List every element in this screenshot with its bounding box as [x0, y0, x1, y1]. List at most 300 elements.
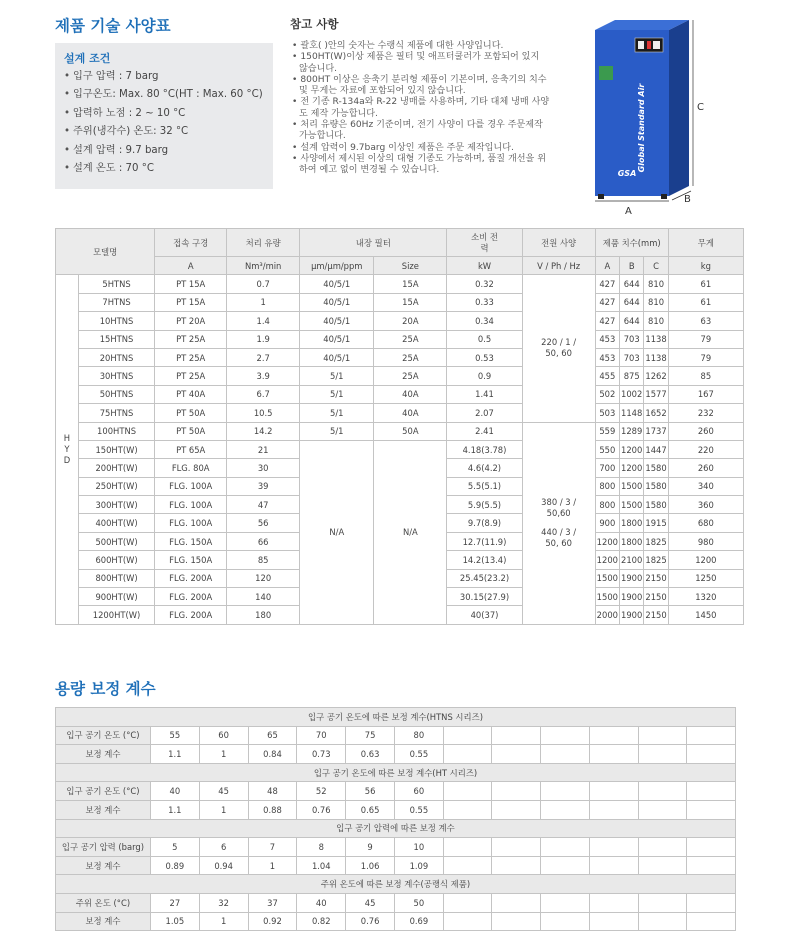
- elec-spec-text: 220 / 1 / 50, 60: [541, 337, 577, 359]
- cell-weight: 1450: [668, 606, 743, 624]
- cell-weight: 1200: [668, 551, 743, 569]
- cell-model: 800HT(W): [78, 569, 154, 587]
- cell-model: 5HTNS: [78, 275, 154, 293]
- cell-model: 250HT(W): [78, 477, 154, 495]
- cell-filter-size: 25A: [374, 348, 447, 366]
- cell-dim-b: 1500: [620, 496, 644, 514]
- correction-empty-cell: [589, 800, 638, 819]
- correction-group-header-row: [56, 875, 736, 894]
- cell-dim-a: 550: [595, 440, 619, 458]
- cell-model: 900HT(W): [78, 588, 154, 606]
- cell-weight: 220: [668, 440, 743, 458]
- correction-cell: 40: [150, 782, 199, 801]
- cell-model: 7HTNS: [78, 293, 154, 311]
- correction-cell: 48: [248, 782, 297, 801]
- correction-group-header: 입구 공기 온도에 따른 보정 계수(HT 시리즈): [56, 763, 736, 782]
- condition-item: • 설계 압력 : 9.7 barg: [64, 142, 264, 160]
- cell-conn: PT 20A: [155, 312, 227, 330]
- cell-dim-c: 1580: [644, 477, 668, 495]
- cell-flow: 56: [227, 514, 300, 532]
- cell-dim-b: 1800: [620, 532, 644, 550]
- condition-item: • 입구 압력 : 7 barg: [64, 68, 264, 86]
- correction-cell: 60: [199, 726, 248, 745]
- correction-cell: 75: [346, 726, 395, 745]
- cell-power: 0.33: [447, 293, 522, 311]
- cell-filter-size: 25A: [374, 367, 447, 385]
- correction-empty-cell: [443, 893, 492, 912]
- correction-row-label: 입구 공기 온도 (°C): [56, 782, 151, 801]
- correction-cell: 80: [394, 726, 443, 745]
- header-model: 모델명: [56, 229, 155, 275]
- correction-row-label: 보정 계수: [56, 912, 151, 931]
- cell-power: 2.07: [447, 404, 522, 422]
- correction-empty-cell: [687, 838, 736, 857]
- correction-cell: 45: [346, 893, 395, 912]
- correction-row-label: 보정 계수: [56, 745, 151, 764]
- cell-model: 1200HT(W): [78, 606, 154, 624]
- correction-empty-cell: [443, 726, 492, 745]
- cell-dim-b: 644: [620, 312, 644, 330]
- cell-filter-micron: 5/1: [300, 385, 374, 403]
- table-row: [56, 893, 736, 912]
- correction-empty-cell: [443, 912, 492, 931]
- unit-weight: kg: [668, 257, 743, 275]
- correction-cell: 1.1: [150, 745, 199, 764]
- cell-dim-b: 1900: [620, 606, 644, 624]
- cell-conn: PT 25A: [155, 348, 227, 366]
- correction-empty-cell: [589, 838, 638, 857]
- cell-model: 75HTNS: [78, 404, 154, 422]
- cell-flow: 1: [227, 293, 300, 311]
- cell-dim-c: 1138: [644, 348, 668, 366]
- certification-badge-icon: [599, 66, 613, 80]
- dimension-a-label: A: [625, 206, 632, 217]
- correction-empty-cell: [638, 856, 687, 875]
- correction-empty-cell: [541, 856, 590, 875]
- correction-empty-cell: [443, 745, 492, 764]
- correction-row-label: 보정 계수: [56, 800, 151, 819]
- correction-cell: 0.82: [297, 912, 346, 931]
- cell-power: 0.53: [447, 348, 522, 366]
- cell-conn: PT 50A: [155, 404, 227, 422]
- correction-empty-cell: [638, 800, 687, 819]
- cell-dim-a: 453: [595, 330, 619, 348]
- cell-dim-a: 427: [595, 312, 619, 330]
- cell-conn: PT 15A: [155, 293, 227, 311]
- reference-item: • 설계 압력이 9.7barg 이상인 제품은 주문 제작입니다.: [290, 143, 550, 154]
- cell-power: 5.9(5.5): [447, 496, 522, 514]
- condition-item: • 입구온도: Max. 80 °C(HT : Max. 60 °C): [64, 86, 264, 104]
- machine-side-face: [669, 20, 689, 196]
- correction-cell: 0.94: [199, 856, 248, 875]
- correction-empty-cell: [541, 893, 590, 912]
- header-weight: 무게: [668, 229, 743, 257]
- cell-power: 2.41: [447, 422, 522, 440]
- correction-empty-cell: [687, 912, 736, 931]
- correction-empty-cell: [443, 782, 492, 801]
- cell-dim-c: 1737: [644, 422, 668, 440]
- cell-dim-c: 1138: [644, 330, 668, 348]
- cell-dim-c: 1825: [644, 551, 668, 569]
- cell-conn: PT 25A: [155, 367, 227, 385]
- cell-conn: FLG. 100A: [155, 496, 227, 514]
- correction-empty-cell: [638, 893, 687, 912]
- correction-empty-cell: [492, 893, 541, 912]
- dimension-c-label: C: [697, 102, 704, 113]
- cell-power: 14.2(13.4): [447, 551, 522, 569]
- elec-spec-text: 380 / 3 / 50,60: [541, 497, 577, 519]
- correction-empty-cell: [541, 800, 590, 819]
- correction-empty-cell: [492, 800, 541, 819]
- correction-cell: 1: [199, 912, 248, 931]
- cell-dim-b: 1800: [620, 514, 644, 532]
- correction-group-header: 입구 공기 압력에 따른 보정 계수: [56, 819, 736, 838]
- cell-weight: 340: [668, 477, 743, 495]
- cell-filter-micron: 5/1: [300, 404, 374, 422]
- cell-power: 40(37): [447, 606, 522, 624]
- cell-conn: FLG. 200A: [155, 569, 227, 587]
- cell-dim-b: 703: [620, 348, 644, 366]
- cell-dim-b: 1002: [620, 385, 644, 403]
- cell-model: 400HT(W): [78, 514, 154, 532]
- cell-weight: 360: [668, 496, 743, 514]
- cell-filter-micron: 40/5/1: [300, 348, 374, 366]
- correction-empty-cell: [492, 856, 541, 875]
- cell-filter-micron: 5/1: [300, 422, 374, 440]
- correction-table: [55, 707, 736, 931]
- table-row: [56, 856, 736, 875]
- unit-filter-micron: μm/μm/ppm: [300, 257, 374, 275]
- correction-cell: 9: [346, 838, 395, 857]
- cell-flow: 0.7: [227, 275, 300, 293]
- correction-empty-cell: [492, 782, 541, 801]
- cell-power: 4.6(4.2): [447, 459, 522, 477]
- correction-cell: 0.73: [297, 745, 346, 764]
- table-row: [56, 800, 736, 819]
- cell-weight: 260: [668, 459, 743, 477]
- cell-dim-b: 644: [620, 275, 644, 293]
- cell-model: 15HTNS: [78, 330, 154, 348]
- table-row: [56, 440, 744, 458]
- cell-dim-c: 1652: [644, 404, 668, 422]
- header-conn: 접속 구경: [155, 229, 227, 257]
- correction-empty-cell: [687, 893, 736, 912]
- cell-flow: 1.9: [227, 330, 300, 348]
- table-row: [56, 745, 736, 764]
- cell-filter-micron: N/A: [300, 440, 374, 624]
- correction-cell: 1.04: [297, 856, 346, 875]
- cell-power: 30.15(27.9): [447, 588, 522, 606]
- correction-empty-cell: [443, 800, 492, 819]
- machine-foot: [598, 194, 604, 199]
- reference-title: 참고 사항: [290, 17, 339, 31]
- cell-flow: 47: [227, 496, 300, 514]
- cell-power: 25.45(23.2): [447, 569, 522, 587]
- machine-foot: [661, 194, 667, 199]
- correction-empty-cell: [492, 838, 541, 857]
- correction-cell: 32: [199, 893, 248, 912]
- cell-power: 0.5: [447, 330, 522, 348]
- correction-cell: 70: [297, 726, 346, 745]
- air-dryer-product-image: [585, 18, 715, 218]
- cell-power: 5.5(5.1): [447, 477, 522, 495]
- cell-power: 0.32: [447, 275, 522, 293]
- cell-dim-c: 1825: [644, 532, 668, 550]
- correction-cell: 1.09: [394, 856, 443, 875]
- correction-cell: 0.69: [394, 912, 443, 931]
- cell-filter-size: 25A: [374, 330, 447, 348]
- correction-empty-cell: [589, 912, 638, 931]
- correction-cell: 40: [297, 893, 346, 912]
- correction-empty-cell: [541, 745, 590, 764]
- cell-dim-c: 1580: [644, 496, 668, 514]
- correction-empty-cell: [492, 726, 541, 745]
- table-row: [56, 275, 744, 293]
- cell-flow: 39: [227, 477, 300, 495]
- reference-item: • 사양에서 제시된 이상의 대형 기종도 가능하며, 품질 개선을 위하여 예고 없이 변경될 수 있습니다.: [290, 154, 550, 177]
- table-row: [56, 348, 744, 366]
- correction-empty-cell: [687, 856, 736, 875]
- cell-dim-a: 700: [595, 459, 619, 477]
- correction-cell: 1.06: [346, 856, 395, 875]
- table-row: [56, 330, 744, 348]
- cell-dim-a: 1200: [595, 551, 619, 569]
- cell-conn: FLG. 80A: [155, 459, 227, 477]
- cell-dim-a: 453: [595, 348, 619, 366]
- cell-dim-c: 1915: [644, 514, 668, 532]
- spec-title: 제품 기술 사양표: [55, 17, 171, 35]
- gsa-logo: GSA: [617, 169, 637, 178]
- correction-table-body: [56, 708, 736, 931]
- correction-empty-cell: [589, 856, 638, 875]
- table-row: [56, 293, 744, 311]
- correction-cell: 0.55: [394, 745, 443, 764]
- cell-filter-micron: 40/5/1: [300, 275, 374, 293]
- display-icon: [638, 41, 644, 49]
- correction-cell: 37: [248, 893, 297, 912]
- header-power: 소비 전력: [447, 229, 522, 257]
- correction-cell: 10: [394, 838, 443, 857]
- reference-item: • 150HT(W)이상 제품은 필터 및 애프터쿨러가 포함되어 있지 않습니다.: [290, 52, 550, 75]
- cell-filter-micron: 40/5/1: [300, 293, 374, 311]
- cell-dim-b: 875: [620, 367, 644, 385]
- header-flow: 처리 유량: [227, 229, 300, 257]
- correction-empty-cell: [638, 838, 687, 857]
- correction-cell: 7: [248, 838, 297, 857]
- correction-cell: 60: [394, 782, 443, 801]
- cell-dim-b: 1200: [620, 440, 644, 458]
- unit-dim-c: C: [644, 257, 668, 275]
- correction-group-header: 주위 온도에 따른 보정 계수(공랭식 제품): [56, 875, 736, 894]
- unit-filter-size: Size: [374, 257, 447, 275]
- cell-filter-micron: 5/1: [300, 367, 374, 385]
- unit-elec: V / Ph / Hz: [522, 257, 595, 275]
- cell-conn: FLG. 200A: [155, 588, 227, 606]
- correction-cell: 45: [199, 782, 248, 801]
- table-row: [56, 312, 744, 330]
- correction-cell: 0.65: [346, 800, 395, 819]
- correction-empty-cell: [443, 856, 492, 875]
- cell-model: 600HT(W): [78, 551, 154, 569]
- correction-empty-cell: [638, 912, 687, 931]
- correction-empty-cell: [492, 745, 541, 764]
- cell-model: 500HT(W): [78, 532, 154, 550]
- cell-model: 100HTNS: [78, 422, 154, 440]
- cell-dim-c: 1447: [644, 440, 668, 458]
- cell-weight: 980: [668, 532, 743, 550]
- cell-flow: 85: [227, 551, 300, 569]
- cell-weight: 63: [668, 312, 743, 330]
- cell-conn: FLG. 150A: [155, 551, 227, 569]
- cell-dim-b: 1900: [620, 588, 644, 606]
- brand-label: Global Standard Air: [637, 83, 646, 173]
- spec-table-body: [56, 275, 744, 624]
- correction-empty-cell: [638, 745, 687, 764]
- cell-conn: PT 65A: [155, 440, 227, 458]
- correction-group-header-row: [56, 763, 736, 782]
- cell-weight: 167: [668, 385, 743, 403]
- spec-table: [55, 228, 744, 625]
- cell-conn: FLG. 150A: [155, 532, 227, 550]
- cell-filter-size: N/A: [374, 440, 447, 624]
- cell-dim-a: 503: [595, 404, 619, 422]
- cell-weight: 1250: [668, 569, 743, 587]
- correction-row-label: 입구 공기 온도 (°C): [56, 726, 151, 745]
- correction-row-label: 보정 계수: [56, 856, 151, 875]
- cell-dim-c: 2150: [644, 588, 668, 606]
- reference-list: [290, 41, 550, 177]
- cell-flow: 120: [227, 569, 300, 587]
- correction-cell: 0.55: [394, 800, 443, 819]
- correction-cell: 50: [394, 893, 443, 912]
- cell-dim-c: 1577: [644, 385, 668, 403]
- correction-row-label: 주위 온도 (°C): [56, 893, 151, 912]
- cell-dim-a: 1500: [595, 588, 619, 606]
- correction-cell: 0.88: [248, 800, 297, 819]
- correction-group-header: 입구 공기 온도에 따른 보정 계수(HTNS 시리즈): [56, 708, 736, 727]
- cell-dim-b: 1289: [620, 422, 644, 440]
- correction-empty-cell: [541, 726, 590, 745]
- cell-dim-a: 502: [595, 385, 619, 403]
- cell-weight: 79: [668, 330, 743, 348]
- correction-cell: 0.63: [346, 745, 395, 764]
- cell-conn: FLG. 100A: [155, 477, 227, 495]
- cell-dim-a: 559: [595, 422, 619, 440]
- correction-cell: 1: [199, 800, 248, 819]
- cell-conn: PT 15A: [155, 275, 227, 293]
- cell-dim-c: 2150: [644, 606, 668, 624]
- correction-cell: 1: [248, 856, 297, 875]
- cell-dim-a: 1500: [595, 569, 619, 587]
- cell-model: 150HT(W): [78, 440, 154, 458]
- cell-weight: 680: [668, 514, 743, 532]
- cell-filter-size: 50A: [374, 422, 447, 440]
- correction-group-header-row: [56, 708, 736, 727]
- table-row: [56, 782, 736, 801]
- correction-cell: 0.84: [248, 745, 297, 764]
- condition-item: • 주위(냉각수) 온도: 32 °C: [64, 123, 264, 141]
- correction-empty-cell: [443, 838, 492, 857]
- cell-dim-a: 900: [595, 514, 619, 532]
- unit-dim-a: A: [595, 257, 619, 275]
- cell-dim-c: 2150: [644, 569, 668, 587]
- cell-dim-b: 1900: [620, 569, 644, 587]
- switch-icon: [653, 41, 660, 49]
- cell-conn: PT 25A: [155, 330, 227, 348]
- correction-row-label: 입구 공기 압력 (barg): [56, 838, 151, 857]
- cell-dim-a: 427: [595, 275, 619, 293]
- cell-weight: 260: [668, 422, 743, 440]
- correction-cell: 1.1: [150, 800, 199, 819]
- reference-item: • 처리 유량은 60Hz 기준이며, 전기 사양이 다를 경우 주문제작 가능합니다.: [290, 120, 550, 143]
- correction-cell: 0.89: [150, 856, 199, 875]
- header-dims: 제품 치수(mm): [595, 229, 668, 257]
- cell-filter-size: 20A: [374, 312, 447, 330]
- correction-cell: 52: [297, 782, 346, 801]
- correction-empty-cell: [589, 745, 638, 764]
- unit-power: kW: [447, 257, 522, 275]
- cell-flow: 30: [227, 459, 300, 477]
- correction-title: 용량 보정 계수: [55, 680, 156, 698]
- correction-empty-cell: [492, 912, 541, 931]
- cell-weight: 1320: [668, 588, 743, 606]
- cell-dim-a: 800: [595, 477, 619, 495]
- cell-dim-a: 800: [595, 496, 619, 514]
- cell-filter-size: 15A: [374, 293, 447, 311]
- correction-cell: 1: [199, 745, 248, 764]
- cell-weight: 79: [668, 348, 743, 366]
- table-row: [56, 385, 744, 403]
- correction-cell: 56: [346, 782, 395, 801]
- correction-cell: 0.76: [297, 800, 346, 819]
- cell-power: 0.9: [447, 367, 522, 385]
- cell-weight: 85: [668, 367, 743, 385]
- cell-model: 20HTNS: [78, 348, 154, 366]
- cell-power: 1.41: [447, 385, 522, 403]
- correction-empty-cell: [687, 782, 736, 801]
- cell-dim-c: 1580: [644, 459, 668, 477]
- cell-flow: 3.9: [227, 367, 300, 385]
- table-row: [56, 367, 744, 385]
- cell-flow: 6.7: [227, 385, 300, 403]
- correction-cell: 5: [150, 838, 199, 857]
- cell-dim-a: 427: [595, 293, 619, 311]
- correction-empty-cell: [638, 782, 687, 801]
- design-conditions-list: [64, 68, 264, 178]
- cell-dim-c: 810: [644, 275, 668, 293]
- reference-item: • 전 기종 R-134a와 R-22 냉매를 사용하며, 기타 대체 냉매 사양도 제작 가능합니다.: [290, 97, 550, 120]
- correction-empty-cell: [687, 745, 736, 764]
- correction-empty-cell: [541, 782, 590, 801]
- design-conditions-box: [55, 43, 273, 189]
- correction-cell: 0.92: [248, 912, 297, 931]
- reference-item: • 괄호( )안의 숫자는 수랭식 제품에 대한 사양입니다.: [290, 41, 550, 52]
- cell-power: 4.18(3.78): [447, 440, 522, 458]
- spec-unit-row: [56, 257, 744, 275]
- cell-conn: PT 50A: [155, 422, 227, 440]
- correction-group-header-row: [56, 819, 736, 838]
- correction-empty-cell: [541, 912, 590, 931]
- cell-conn: FLG. 200A: [155, 606, 227, 624]
- correction-empty-cell: [589, 782, 638, 801]
- cell-power: 0.34: [447, 312, 522, 330]
- design-conditions-title: 설계 조건: [64, 52, 111, 65]
- cell-power: 12.7(11.9): [447, 532, 522, 550]
- cell-dim-b: 1200: [620, 459, 644, 477]
- correction-empty-cell: [589, 893, 638, 912]
- cell-filter-size: 15A: [374, 275, 447, 293]
- cell-flow: 10.5: [227, 404, 300, 422]
